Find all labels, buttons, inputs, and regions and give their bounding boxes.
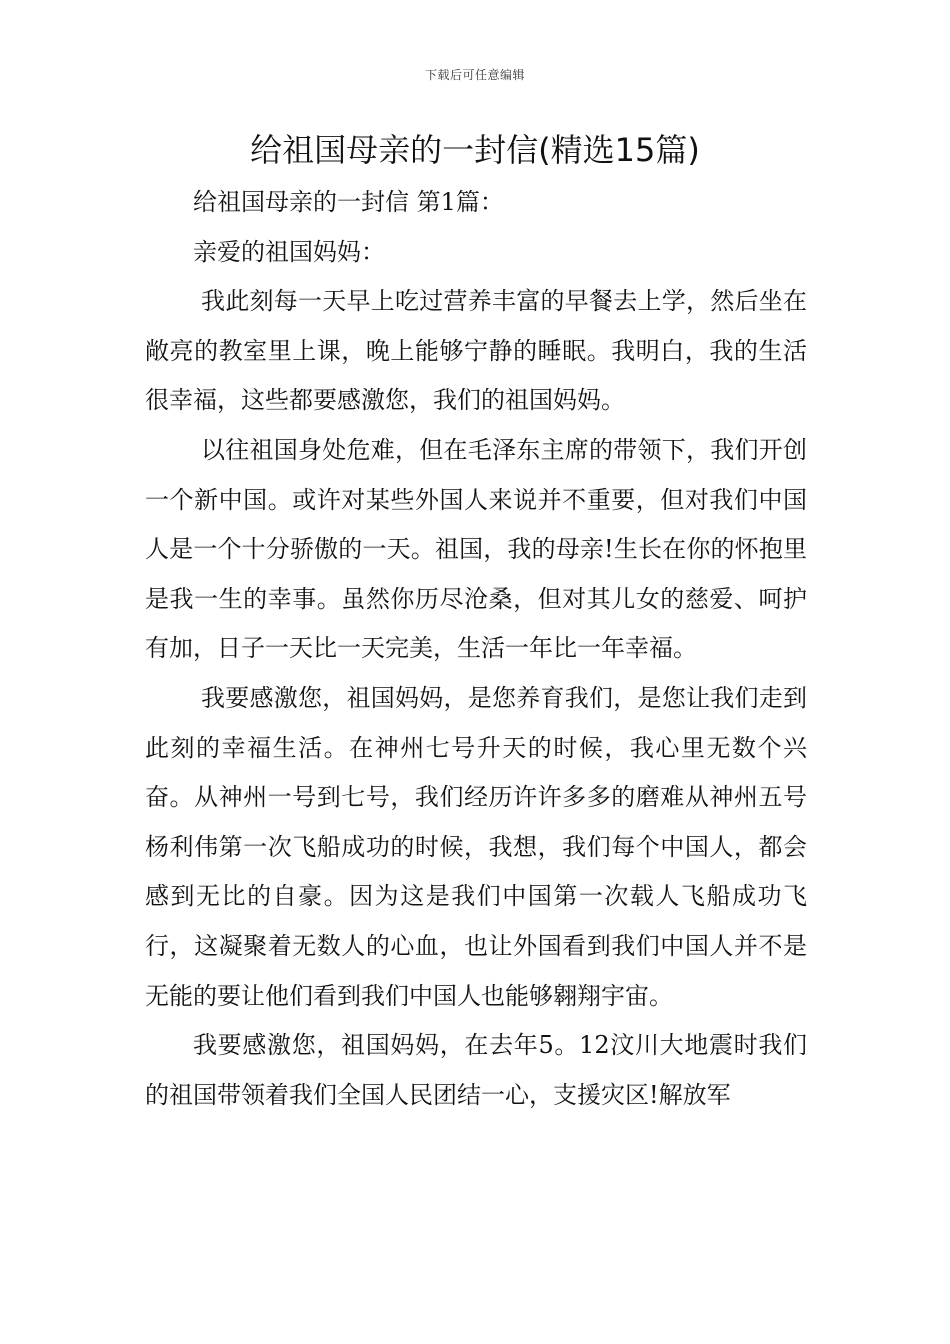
paragraph: 我此刻每一天早上吃过营养丰富的早餐去上学，然后坐在敞亮的教室里上课，晚上能够宁静的睡眠。我明白，我的生活很幸福，这些都要感激您，我们的祖国妈妈。 xyxy=(145,287,807,415)
header-note: 下载后可任意编辑 xyxy=(424,68,525,82)
paragraph: 以往祖国身处危难，但在毛泽东主席的带领下，我们开创一个新中国。或许对某些外国人来说并不重要，但对我们中国人是一个十分骄傲的一天。祖国，我的母亲!生长在你的怀抱里是我一生的幸事。虽然你历尽沧桑，但对其儿女的慈爱、呵护有加，日子一天比一天完美，生活一年比一年幸福。 xyxy=(145,435,807,663)
paragraph: 我要感激您，祖国妈妈，在去年5。12汶川大地震时我们的祖国带领着我们全国人民团结一心，支援灾区!解放军 xyxy=(145,1031,807,1109)
paragraph: 我要感激您，祖国妈妈，是您养育我们，是您让我们走到此刻的幸福生活。在神州七号升天的时候，我心里无数个兴奋。从神州一号到七号，我们经历许许多多的磨难从神州五号杨利伟第一次飞船成功的时候，我想，我们每个中国人，都会感到无比的自豪。因为这是我们中国第一次载人飞船成功飞行，这凝聚着无数人的心血，也让外国看到我们中国人并不是无能的要让他们看到我们中国人也能够翱翔宇宙。 xyxy=(145,683,807,1010)
section-heading: 给祖国母亲的一封信 第1篇： xyxy=(193,188,504,216)
salutation: 亲爱的祖国妈妈： xyxy=(193,237,385,266)
page-title: 给祖国母亲的一封信(精选15篇) xyxy=(250,131,700,169)
document-body xyxy=(145,178,807,1120)
